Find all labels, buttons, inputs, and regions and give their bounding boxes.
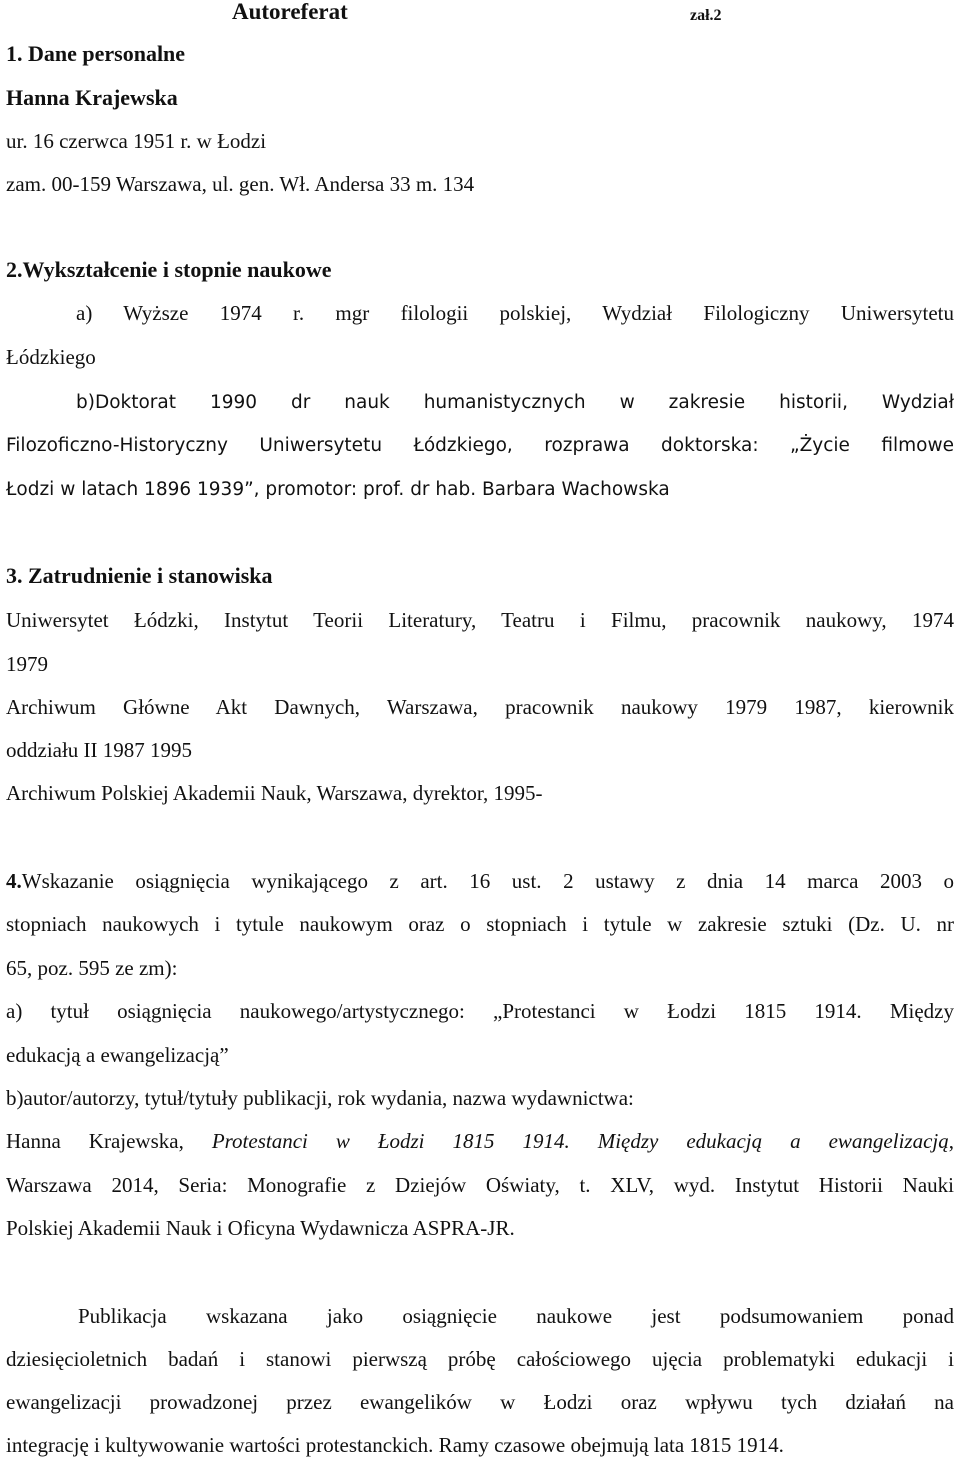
section-4-line3: 65, poz. 595 ze zm): <box>6 956 178 980</box>
education-a-line1: a) Wyższe 1974 r. mgr filologii polskiej, Wydział Filologiczny Uniwersytetu <box>76 301 954 325</box>
publication-title: Protestanci w Łodzi 1815 1914. Między edukacją a ewangelizacją <box>211 1129 949 1153</box>
education-b-line2: Filozoficzno-Historyczny Uniwersytetu Łódzkiego, rozprawa doktorska: „Życie filmowe <box>6 435 954 456</box>
publication-line3: Polskiej Akademii Nauk i Oficyna Wydawnicza ASPRA-JR. <box>6 1216 515 1240</box>
section-4-number: 4. <box>6 869 22 893</box>
section-4-text: Wskazanie osiągnięcia wynikającego z art. 16 ust. 2 ustawy z dnia 14 marca 2003 o <box>21 869 954 893</box>
publication-line1 <box>6 1127 954 1155</box>
education-b-line1: b)Doktorat 1990 dr nauk humanistycznych w zakresie historii, Wydział <box>76 392 954 413</box>
education-b-line3: Łodzi w latach 1896 1939”, promotor: prof. dr hab. Barbara Wachowska <box>6 479 670 500</box>
paragraph-line4: integrację i kultywowanie wartości protestanckich. Ramy czasowe obejmują lata 1815 1914. <box>6 1433 784 1457</box>
employment-line1: Uniwersytet Łódzki, Instytut Teorii Literatury, Teatru i Filmu, pracownik naukowy, 1974 <box>6 608 954 632</box>
employment-line3: Archiwum Główne Akt Dawnych, Warszawa, pracownik naukowy 1979 1987, kierownik <box>6 695 954 719</box>
paragraph-line2: dziesięcioletnich badań i stanowi pierwszą próbę całościowego ujęcia problematyki edukacji i <box>6 1347 954 1371</box>
section-3-heading <box>6 562 954 590</box>
publication-line2: Warszawa 2014, Seria: Monografie z Dziejów Oświaty, t. XLV, wyd. Instytut Historii Nauki <box>6 1173 954 1197</box>
publication-comma: , <box>948 1129 954 1153</box>
employment-line5: Archiwum Polskiej Akademii Nauk, Warszawa, dyrektor, 1995- <box>6 781 543 805</box>
achievement-title-line1: a) tytuł osiągnięcia naukowego/artystycznego: „Protestanci w Łodzi 1815 1914. Między <box>6 999 954 1023</box>
achievement-title-line2: edukacją a ewangelizacją” <box>6 1043 229 1067</box>
document-title: Autoreferat <box>232 0 348 24</box>
paragraph-line1: Publikacja wskazana jako osiągnięcie naukowe jest podsumowaniem ponad <box>78 1304 954 1328</box>
address-info: zam. 00-159 Warszawa, ul. gen. Wł. Andersa 33 m. 134 <box>6 172 475 196</box>
section-4-line2: stopniach naukowych i tytule naukowym oraz o stopniach i tytule w zakresie sztuki (Dz. U. nr <box>6 912 954 936</box>
section-3-title: Zatrudnienie i stanowiska <box>28 563 273 588</box>
employment-line2: 1979 <box>6 652 48 676</box>
education-a-line2: Łódzkiego <box>6 345 96 369</box>
publication-label: b)autor/autorzy, tytuł/tytuły publikacji, rok wydania, nazwa wydawnictwa: <box>6 1086 634 1110</box>
section-1-heading: 1. Dane personalne <box>6 41 186 66</box>
employment-line4: oddziału II 1987 1995 <box>6 738 193 762</box>
section-3-number: 3. <box>6 563 23 588</box>
paragraph-line3: ewangelizacji prowadzonej przez ewangelików w Łodzi oraz wpływu tych działań na <box>6 1390 954 1414</box>
person-name: Hanna Krajewska <box>6 85 178 110</box>
birth-info: ur. 16 czerwca 1951 r. w Łodzi <box>6 129 267 153</box>
publication-author: Hanna Krajewska, <box>6 1129 212 1153</box>
section-4-line1 <box>6 867 954 895</box>
attachment-note: zał.2 <box>690 7 722 24</box>
section-2-heading: 2.Wykształcenie i stopnie naukowe <box>6 257 332 282</box>
